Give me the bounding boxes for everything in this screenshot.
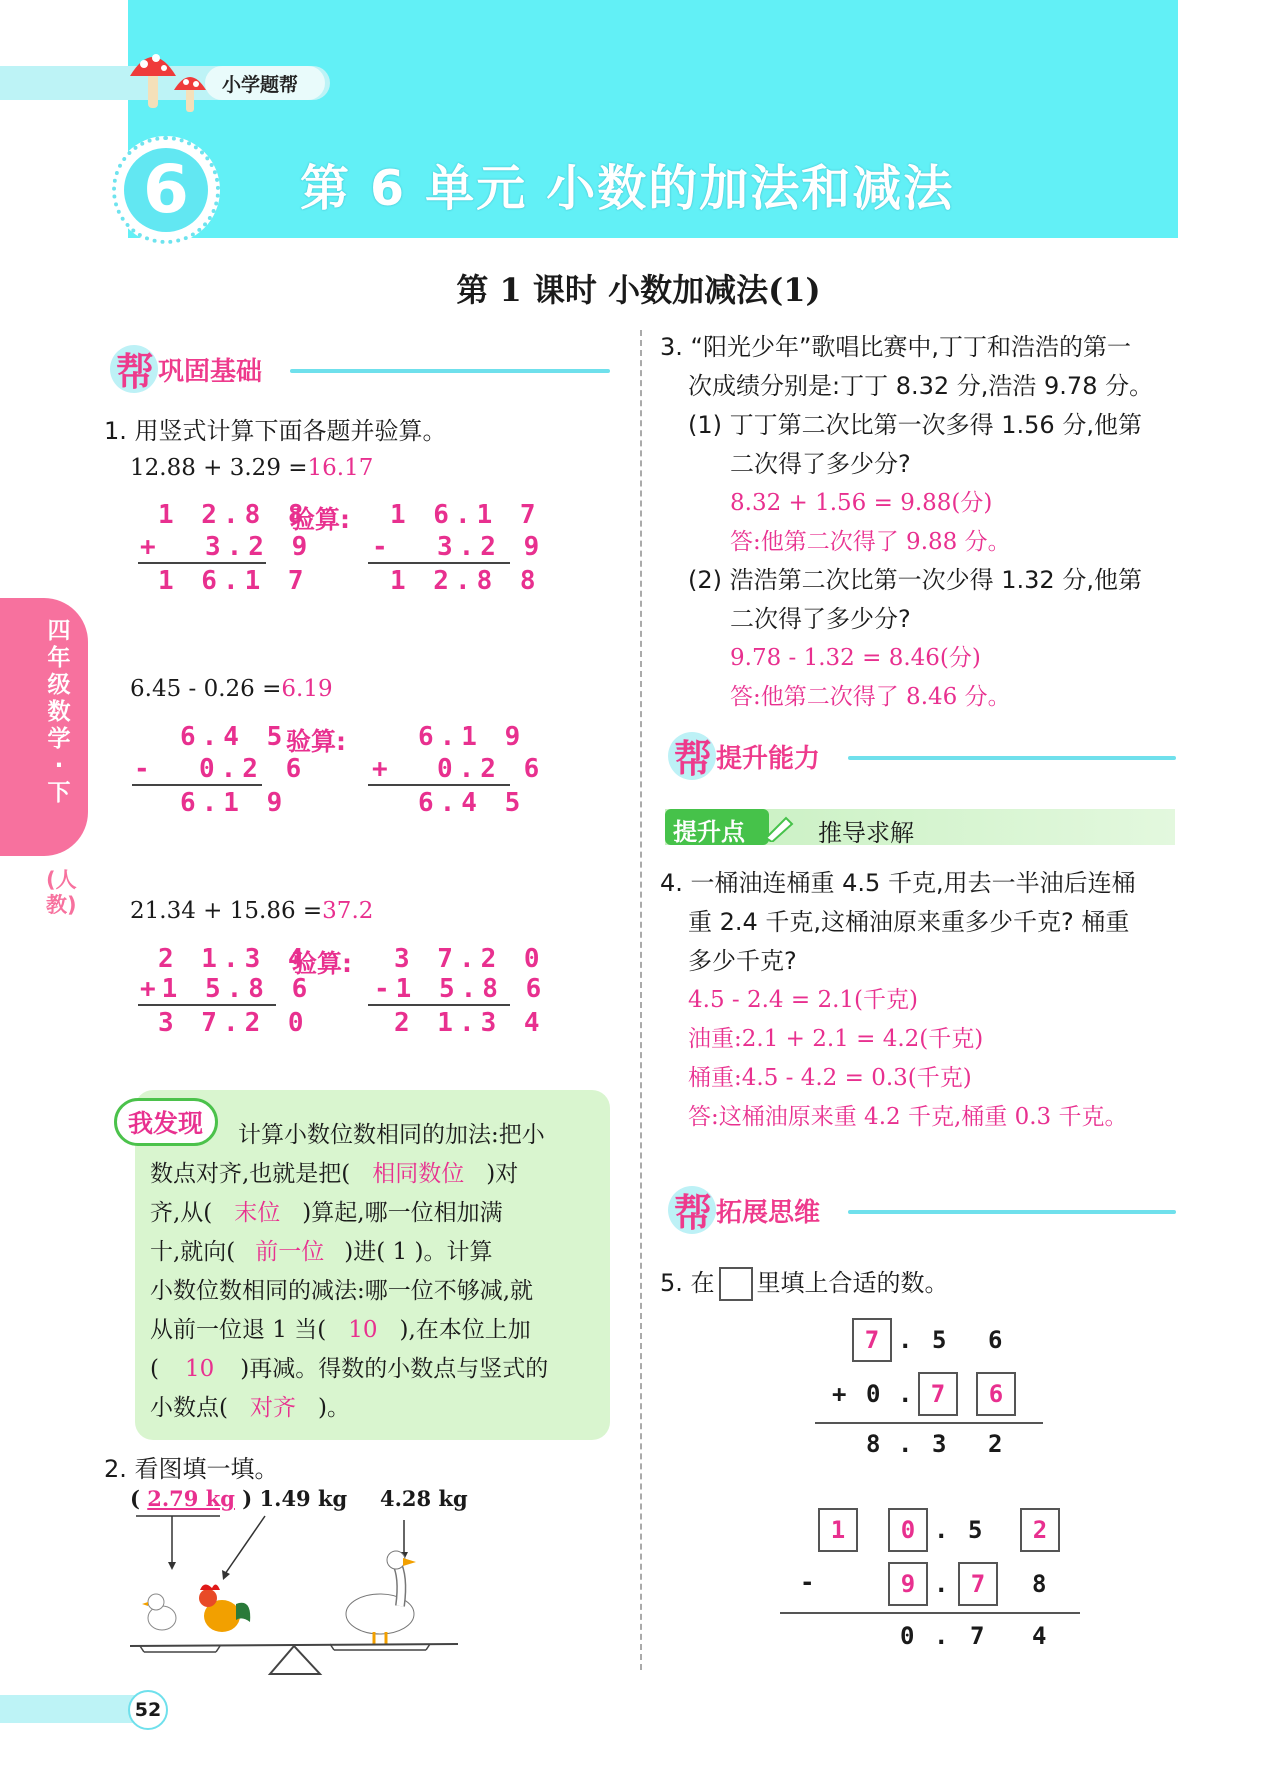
q5-add-digit: . bbox=[898, 1430, 913, 1458]
q1-eq-1 bbox=[130, 455, 373, 481]
q2-label-rooster: 1.49 kg bbox=[259, 1486, 348, 1511]
discovery-text: ),在本位上加 bbox=[399, 1317, 531, 1343]
q1-eq-2-text: 6.45 - 0.26 = bbox=[130, 676, 282, 702]
section-basic bbox=[110, 345, 610, 394]
discovery-blank: 10 bbox=[348, 1317, 378, 1343]
q1-calc-2-row3: 6.1 9 bbox=[180, 788, 289, 818]
q3-part1-line-1: (1) 丁丁第二次比第一次多得 1.56 分,他第 bbox=[688, 411, 1142, 439]
discovery-blank: 前一位 bbox=[255, 1239, 325, 1265]
discovery-text: ( bbox=[150, 1356, 159, 1382]
q1-answer-3: 37.2 bbox=[322, 898, 374, 924]
section-label: 提升能力 bbox=[716, 744, 821, 774]
q1-calc-3-row3: 3 7.2 0 bbox=[158, 1008, 310, 1038]
section-label: 巩固基础 bbox=[158, 357, 263, 387]
q1-check-1-row2: - 3.2 9 bbox=[372, 532, 546, 562]
q2-label-goose: 4.28 kg bbox=[380, 1486, 468, 1511]
section-improve bbox=[668, 732, 1176, 781]
q5-add-digit: . bbox=[898, 1326, 913, 1354]
q1-check-1-line bbox=[368, 562, 510, 564]
q3-part1-line-2: 二次得了多少分? bbox=[730, 450, 911, 478]
q5-add-digit: + bbox=[832, 1380, 847, 1408]
q3-part1-eq: 8.32 + 1.56 = 9.88(分) bbox=[730, 490, 993, 516]
discovery-blank: 末位 bbox=[234, 1200, 281, 1226]
q5-sub-digit: . bbox=[934, 1622, 949, 1650]
q3-part2-line-2: 二次得了多少分? bbox=[730, 605, 911, 633]
balance-scale-illustration bbox=[130, 1510, 460, 1680]
side-tab-publisher: (人教) bbox=[46, 868, 77, 917]
unit-title: 第 6 单元 小数的加法和减法 bbox=[300, 160, 955, 217]
q5-prompt-pre: 5. 在 bbox=[660, 1269, 715, 1297]
discovery-text: )再减。得数的小数点与竖式的 bbox=[240, 1356, 549, 1382]
q3-part2-line-1: (2) 浩浩第二次比第一次少得 1.32 分,他第 bbox=[688, 566, 1142, 594]
discovery-blank: 对齐 bbox=[249, 1395, 296, 1421]
q1-calc-1-row2: + 3.2 9 bbox=[140, 532, 314, 562]
tisheng-tag-text: 提升点 bbox=[673, 818, 745, 846]
q1-check-2-row3: 6.4 5 bbox=[418, 788, 527, 818]
q1-calc-3-row1: 2 1.3 4 bbox=[158, 944, 310, 974]
q1-calc-2-row2: - 0.2 6 bbox=[134, 754, 308, 784]
q1-check-3-row3: 2 1.3 4 bbox=[394, 1008, 546, 1038]
q1-eq-2 bbox=[130, 676, 333, 702]
q3-part2-answer: 答:他第二次得了 8.46 分。 bbox=[730, 684, 1011, 710]
q2-prompt: 2. 看图填一填。 bbox=[104, 1455, 279, 1483]
q4-solution-1: 4.5 - 2.4 = 2.1(千克) bbox=[688, 987, 918, 1013]
q1-calc-1-line bbox=[138, 562, 266, 564]
q5-add-line bbox=[815, 1422, 1043, 1424]
discovery-text: )算起,哪一位相加满 bbox=[302, 1200, 503, 1226]
q3-prompt-line-1: 3. “阳光少年”歌唱比赛中,丁丁和浩浩的第一 bbox=[660, 333, 1132, 361]
side-tab bbox=[0, 598, 88, 856]
q4-line-1: 4. 一桶油连桶重 4.5 千克,用去一半油后连桶 bbox=[660, 869, 1136, 897]
q5-prompt-post: 里填上合适的数。 bbox=[756, 1269, 949, 1297]
section-expand bbox=[668, 1186, 1176, 1235]
discovery-text: 从前一位退 1 当( bbox=[150, 1317, 327, 1343]
q5-sub-digit: 8 bbox=[1032, 1570, 1047, 1598]
q3-part1-answer: 答:他第二次得了 9.88 分。 bbox=[730, 529, 1011, 555]
page-number: 52 bbox=[128, 1690, 168, 1730]
q1-calc-2-line bbox=[132, 784, 262, 786]
q3-prompt-line-2: 次成绩分别是:丁丁 8.32 分,浩浩 9.78 分。 bbox=[688, 372, 1154, 400]
q5-sub-box-2: 0 bbox=[888, 1508, 928, 1552]
q4-line-2: 重 2.4 千克,这桶油原来重多少千克? 桶重 bbox=[688, 908, 1130, 936]
discovery-text: )。 bbox=[317, 1395, 350, 1421]
discovery-text: 小数点( bbox=[150, 1395, 228, 1421]
q1-calc-1-row1: 1 2.8 8 bbox=[158, 500, 310, 530]
pencil-icon bbox=[762, 812, 796, 842]
q5-add-digit: 0 bbox=[866, 1380, 881, 1408]
section-label: 拓展思维 bbox=[716, 1198, 821, 1228]
q3-part2-eq: 9.78 - 1.32 = 8.46(分) bbox=[730, 645, 981, 671]
q5-sub-box-5: 7 bbox=[958, 1562, 998, 1606]
q5-sub-box-3: 2 bbox=[1020, 1508, 1060, 1552]
discovery-blank: 10 bbox=[184, 1356, 215, 1382]
q1-prompt: 1. 用竖式计算下面各题并验算。 bbox=[104, 417, 447, 445]
q5-sub-digit: 5 bbox=[968, 1516, 983, 1544]
section-bang: 帮 bbox=[674, 1191, 713, 1235]
discovery-line-5 bbox=[150, 1272, 533, 1305]
q1-eq-1-text: 12.88 + 3.29 = bbox=[130, 455, 308, 481]
section-bang: 帮 bbox=[116, 350, 155, 394]
q5-add-digit: 8 bbox=[866, 1430, 881, 1458]
q5-add-digit: . bbox=[898, 1380, 913, 1408]
q1-calc-2-row1: 6.4 5 bbox=[180, 722, 289, 752]
discovery-text: 计算小数位数相同的加法:把小 bbox=[238, 1122, 545, 1148]
q5-add-digit: 3 bbox=[932, 1430, 947, 1458]
q5-sub-digit: 0 bbox=[900, 1622, 915, 1650]
q1-check-2-row1: 6.1 9 bbox=[418, 722, 527, 752]
q1-check-1-row1: 1 6.1 7 bbox=[390, 500, 542, 530]
q5-add-digit: 5 bbox=[932, 1326, 947, 1354]
q5-prompt bbox=[660, 1264, 949, 1303]
side-tab-text: 四年级数学·下 bbox=[47, 618, 71, 806]
q1-check-2-line bbox=[368, 784, 510, 786]
q2-label-left: ( 2.79 kg ) 1.49 kg bbox=[130, 1486, 348, 1511]
discovery-line-4 bbox=[150, 1233, 492, 1266]
brand-name: 小学题帮 bbox=[222, 74, 299, 96]
q1-calc-3-row2: +1 5.8 6 bbox=[140, 974, 314, 1004]
q1-verify-label-3: 验算: bbox=[292, 949, 352, 978]
mushroom-icon bbox=[126, 44, 216, 116]
q5-prompt-box bbox=[719, 1267, 753, 1301]
discovery-line-7 bbox=[150, 1350, 548, 1383]
q5-sub-box-4: 9 bbox=[888, 1562, 928, 1606]
q5-add-box-1: 7 bbox=[852, 1318, 892, 1362]
q4-solution-2: 油重:2.1 + 2.1 = 4.2(千克) bbox=[688, 1026, 984, 1052]
q1-answer-2: 6.19 bbox=[281, 676, 333, 702]
q1-check-3-row2: -1 5.8 6 bbox=[374, 974, 548, 1004]
q2-blank-answer: 2.79 kg bbox=[147, 1486, 235, 1511]
column-divider bbox=[640, 330, 642, 1670]
q5-add-digit: 2 bbox=[988, 1430, 1003, 1458]
discovery-line-1 bbox=[238, 1116, 545, 1149]
q1-eq-3 bbox=[130, 898, 373, 924]
section-line bbox=[290, 369, 610, 373]
q5-sub-digit: . bbox=[934, 1516, 949, 1544]
tisheng-topic: 推导求解 bbox=[818, 819, 914, 847]
discovery-line-6 bbox=[150, 1311, 531, 1344]
q1-eq-3-text: 21.34 + 15.86 = bbox=[130, 898, 323, 924]
q5-sub-box-1: 1 bbox=[818, 1508, 858, 1552]
q4-line-3: 多少千克? bbox=[688, 947, 797, 975]
q5-sub-line bbox=[780, 1612, 1080, 1614]
q5-sub-digit: 7 bbox=[970, 1622, 985, 1650]
q1-calc-1-row3: 1 6.1 7 bbox=[158, 566, 310, 596]
q5-sub-digit: 4 bbox=[1032, 1622, 1047, 1650]
q1-answer-1: 16.17 bbox=[307, 455, 374, 481]
q5-add-box-3: 6 bbox=[976, 1372, 1016, 1416]
q5-sub-digit: - bbox=[800, 1568, 815, 1596]
q1-check-1-row3: 1 2.8 8 bbox=[390, 566, 542, 596]
q4-solution-3: 桶重:4.5 - 4.2 = 0.3(千克) bbox=[688, 1065, 972, 1091]
q5-add-box-2: 7 bbox=[918, 1372, 958, 1416]
section-bang: 帮 bbox=[674, 737, 713, 781]
discovery-tag-text: 我发现 bbox=[128, 1109, 204, 1138]
q1-check-2-row2: + 0.2 6 bbox=[372, 754, 546, 784]
discovery-text: 十,就向( bbox=[150, 1239, 236, 1265]
discovery-text: 齐,从( bbox=[150, 1200, 213, 1226]
discovery-text: )对 bbox=[486, 1161, 519, 1187]
q1-check-3-line bbox=[368, 1004, 510, 1006]
discovery-text: )进( 1 )。计算 bbox=[344, 1239, 493, 1265]
discovery-text: 数点对齐,也就是把( bbox=[150, 1161, 351, 1187]
q4-solution-4: 答:这桶油原来重 4.2 千克,桶重 0.3 千克。 bbox=[688, 1104, 1128, 1130]
discovery-line-8 bbox=[150, 1389, 350, 1422]
q1-check-3-row1: 3 7.2 0 bbox=[394, 944, 546, 974]
discovery-line-2 bbox=[150, 1155, 518, 1188]
q1-calc-3-line bbox=[138, 1004, 276, 1006]
discovery-blank: 相同数位 bbox=[372, 1161, 465, 1187]
section-line bbox=[848, 756, 1176, 760]
q5-add-digit: 6 bbox=[988, 1326, 1003, 1354]
lesson-title: 第 1 课时 小数加减法(1) bbox=[456, 271, 821, 309]
q1-verify-label-1: 验算: bbox=[290, 505, 350, 534]
unit-number: 6 bbox=[143, 151, 189, 228]
section-line bbox=[848, 1210, 1176, 1214]
discovery-text: 小数位数相同的减法:哪一位不够减,就 bbox=[150, 1278, 534, 1304]
q1-verify-label-2: 验算: bbox=[286, 727, 346, 756]
discovery-line-3 bbox=[150, 1194, 503, 1227]
q5-sub-digit: . bbox=[934, 1570, 949, 1598]
